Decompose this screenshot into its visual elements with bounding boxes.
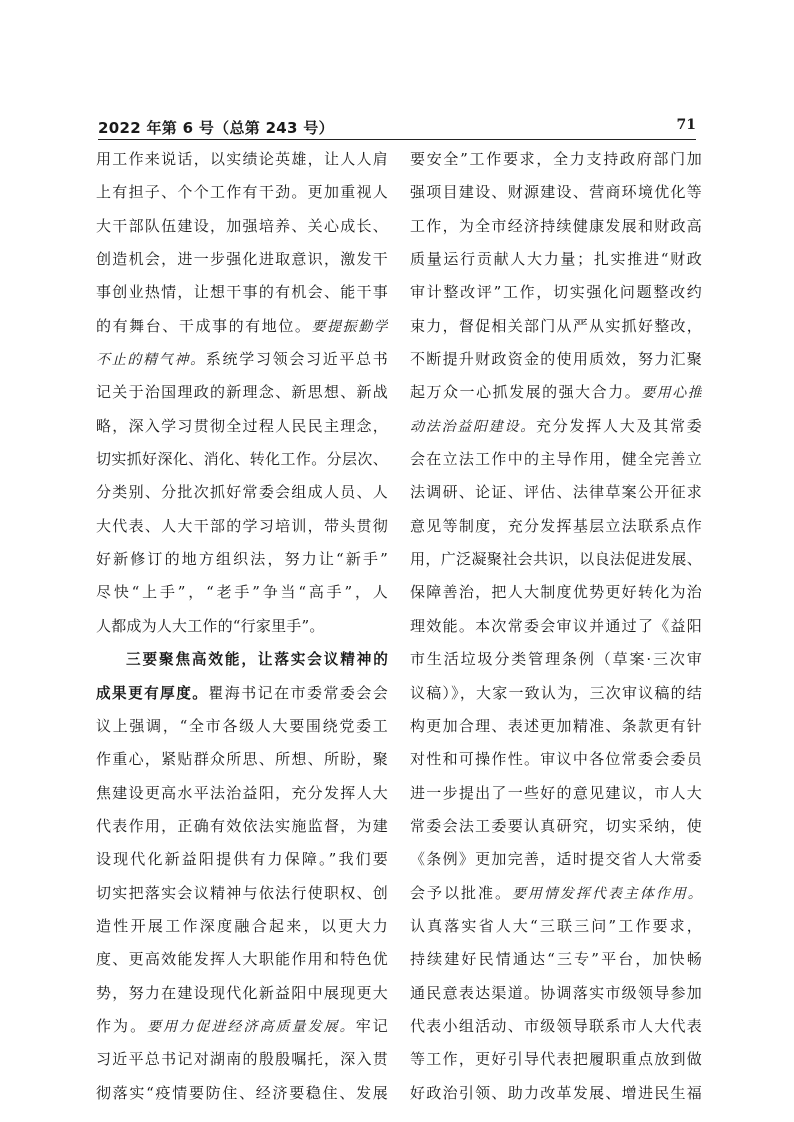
text-line: [410, 1043, 702, 1076]
text-line: [96, 1010, 388, 1043]
text-line: [410, 877, 702, 910]
text-line: [96, 877, 388, 910]
body-text: 等工作，更好引导代表把履职重点放到做: [410, 1050, 702, 1069]
body-text: 《条例》更加完善，适时提交省人大常委: [410, 850, 702, 869]
body-text: 审计整改评”工作，切实强化问题整改约: [410, 283, 702, 302]
text-line: [410, 510, 702, 543]
text-line: [410, 210, 702, 243]
text-line: [96, 543, 388, 576]
body-text: 起万众一心抓发展的强大合力。: [410, 383, 642, 402]
body-text: 造性开展工作深度融合起来，以更大力: [96, 916, 388, 935]
text-line: [96, 276, 388, 309]
body-text: 用，广泛凝聚社会共识，以良法促进发展、: [410, 550, 702, 569]
text-line: [96, 476, 388, 509]
right-text-column: [410, 143, 702, 1110]
body-text: 通民意表达渠道。协调落实市级领导参加: [410, 983, 702, 1002]
body-text: 质量运行贡献人大力量；扎实推进“财政: [410, 250, 702, 269]
text-line: [96, 1043, 388, 1076]
text-line: [410, 376, 702, 409]
body-text: 保障善治，把人大制度优势更好转化为治: [410, 583, 702, 602]
text-line: [410, 610, 702, 643]
text-line: [96, 777, 388, 810]
body-text: 略，深入学习贯彻全过程人民民主理念，: [96, 416, 388, 435]
text-line: [96, 643, 388, 676]
text-line: [410, 810, 702, 843]
text-line: [410, 643, 702, 676]
text-line: [96, 977, 388, 1010]
left-text-column: [96, 143, 388, 1110]
text-line: [96, 310, 388, 343]
text-line: [96, 610, 388, 643]
text-line: [410, 443, 702, 476]
body-text: 设现代化新益阳提供有力保障。”我们要: [96, 850, 388, 869]
text-line: [96, 910, 388, 943]
bold-heading-text: 三要聚焦高效能，让落实会议精神的: [126, 651, 388, 669]
emphasis-text: 动法治益阳建设。: [410, 418, 537, 435]
text-line: [410, 710, 702, 743]
body-text: 记关于治国理政的新理念、新思想、新战: [96, 383, 388, 402]
text-line: [410, 176, 702, 209]
body-text: 意见等制度，充分发挥基层立法联系点作: [410, 516, 702, 535]
text-line: [410, 243, 702, 276]
text-line: [410, 943, 702, 976]
text-line: [96, 743, 388, 776]
text-line: [410, 743, 702, 776]
body-text: 牢记: [355, 1016, 388, 1035]
body-text: 度、更高效能发挥人大职能作用和特色优: [96, 950, 388, 969]
text-line: [96, 510, 388, 543]
body-text: 代表小组活动、市级领导联系市人大代表: [410, 1016, 702, 1035]
body-text: 法调研、论证、评估、法律草案公开征求: [410, 483, 702, 502]
text-line: [410, 310, 702, 343]
body-text: 市生活垃圾分类管理条例（草案·三次审: [410, 650, 702, 669]
body-text: 大干部队伍建设，加强培养、关心成长、: [96, 216, 388, 235]
emphasis-text: 不止的精气神。: [96, 352, 206, 369]
text-line: [96, 376, 388, 409]
bold-heading-text: 成果更有厚度。: [96, 684, 209, 702]
body-text: 对性和可操作性。审议中各位常委会委员: [410, 750, 702, 769]
text-line: [96, 410, 388, 443]
text-line: [96, 677, 388, 710]
text-line: [410, 576, 702, 609]
body-text: 上有担子、个个工作有干劲。更加重视人: [96, 183, 388, 202]
text-line: [96, 843, 388, 876]
body-text: 会在立法工作中的主导作用，健全完善立: [410, 450, 702, 469]
body-text: 彻落实“疫情要防住、经济要稳住、发展: [96, 1083, 388, 1102]
body-text: 不断提升财政资金的使用质效，努力汇聚: [410, 350, 702, 369]
text-line: [410, 276, 702, 309]
text-line: [96, 343, 388, 376]
body-text: 作重心，紧贴群众所思、所想、所盼，聚: [96, 750, 388, 769]
body-text: 分类别、分批次抓好常委会组成人员、人: [96, 483, 388, 502]
text-line: [410, 843, 702, 876]
text-line: [96, 176, 388, 209]
body-text: 进一步提出了一些好的意见建议，市人大: [410, 783, 702, 802]
emphasis-text: 要用心推: [641, 385, 702, 402]
text-line: [410, 543, 702, 576]
body-text: 的有舞台、干成事的有地位。: [96, 316, 312, 335]
body-text: 充分发挥人大及其常委: [536, 416, 702, 435]
body-text: 创造机会，进一步强化进取意识，激发干: [96, 250, 388, 269]
emphasis-text: 要提振勤学: [311, 318, 388, 335]
body-text: 理效能。本次常委会审议并通过了《益阳: [410, 616, 702, 635]
body-text: 要安全”工作要求，全力支持政府部门加: [410, 150, 702, 168]
text-line: [96, 1077, 388, 1110]
body-text: 人都成为人大工作的“行家里手”。: [96, 616, 325, 635]
body-text: 系统学习领会习近平总书: [205, 350, 388, 369]
text-line: [410, 476, 702, 509]
body-text: 好政治引领、助力改革发展、增进民生福: [410, 1083, 702, 1102]
body-text: 用工作来说话，以实绩论英雄，让人人肩: [96, 150, 388, 168]
text-line: [410, 1077, 702, 1110]
text-line: [410, 777, 702, 810]
body-text: 作为。: [96, 1016, 148, 1035]
text-line: [96, 810, 388, 843]
body-text: 事创业热情，让想干事的有机会、能干事: [96, 283, 388, 302]
body-text: 大代表、人大干部的学习培训，带头贯彻: [96, 516, 388, 535]
body-text: 焦建设更高水平法治益阳，充分发挥人大: [96, 783, 388, 802]
text-line: [410, 910, 702, 943]
text-line: [96, 243, 388, 276]
body-text: 构更加合理、表述更加精准、条款更有针: [410, 716, 702, 735]
page-number: 71: [676, 117, 696, 133]
body-text: 会予以批准。: [410, 883, 512, 902]
text-line: [410, 677, 702, 710]
body-text: 习近平总书记对湖南的殷殷嘱托，深入贯: [96, 1050, 388, 1069]
body-text: 切实把落实会议精神与依法行使职权、创: [96, 883, 388, 902]
body-text: 议稿）》，大家一致认为，三次审议稿的结: [410, 683, 702, 702]
text-line: [96, 710, 388, 743]
text-line: [96, 576, 388, 609]
running-header: [98, 115, 696, 140]
body-text: 认真落实省人大“三联三问”工作要求，: [410, 916, 702, 935]
body-text: 强项目建设、财源建设、营商环境优化等: [410, 183, 702, 202]
text-line: [96, 943, 388, 976]
body-text: 尽快“上手”，“老手”争当“高手”，人: [96, 583, 388, 602]
text-line: [96, 443, 388, 476]
body-text: 工作，为全市经济持续健康发展和财政高: [410, 216, 702, 235]
issue-label: 2022 年第 6 号（总第 243 号）: [98, 119, 334, 137]
emphasis-text: 要用力促进经济高质量发展。: [147, 1018, 356, 1035]
body-text: 议上强调，“全市各级人大要围绕党委工: [96, 716, 388, 735]
text-line: [96, 143, 388, 176]
body-text: 持续建好民情通达“三专”平台，加快畅: [410, 950, 702, 969]
text-line: [410, 977, 702, 1010]
text-line: [410, 1010, 702, 1043]
body-text: 切实抓好深化、消化、转化工作。分层次、: [96, 450, 388, 469]
body-text: 瞿海书记在市委常委会会: [208, 683, 388, 702]
body-text: 束力，督促相关部门从严从实抓好整改，: [410, 316, 702, 335]
text-line: [410, 143, 702, 176]
text-line: [96, 210, 388, 243]
body-text: 好新修订的地方组织法，努力让“新手”: [96, 550, 388, 569]
body-text: 常委会法工委要认真研究，切实采纳，使: [410, 816, 702, 835]
text-line: [410, 343, 702, 376]
text-line: [410, 410, 702, 443]
body-text: 代表作用，正确有效依法实施监督，为建: [96, 816, 388, 835]
emphasis-text: 要用情发挥代表主体作用。: [511, 885, 702, 902]
body-text: 势，努力在建设现代化新益阳中展现更大: [96, 983, 388, 1002]
